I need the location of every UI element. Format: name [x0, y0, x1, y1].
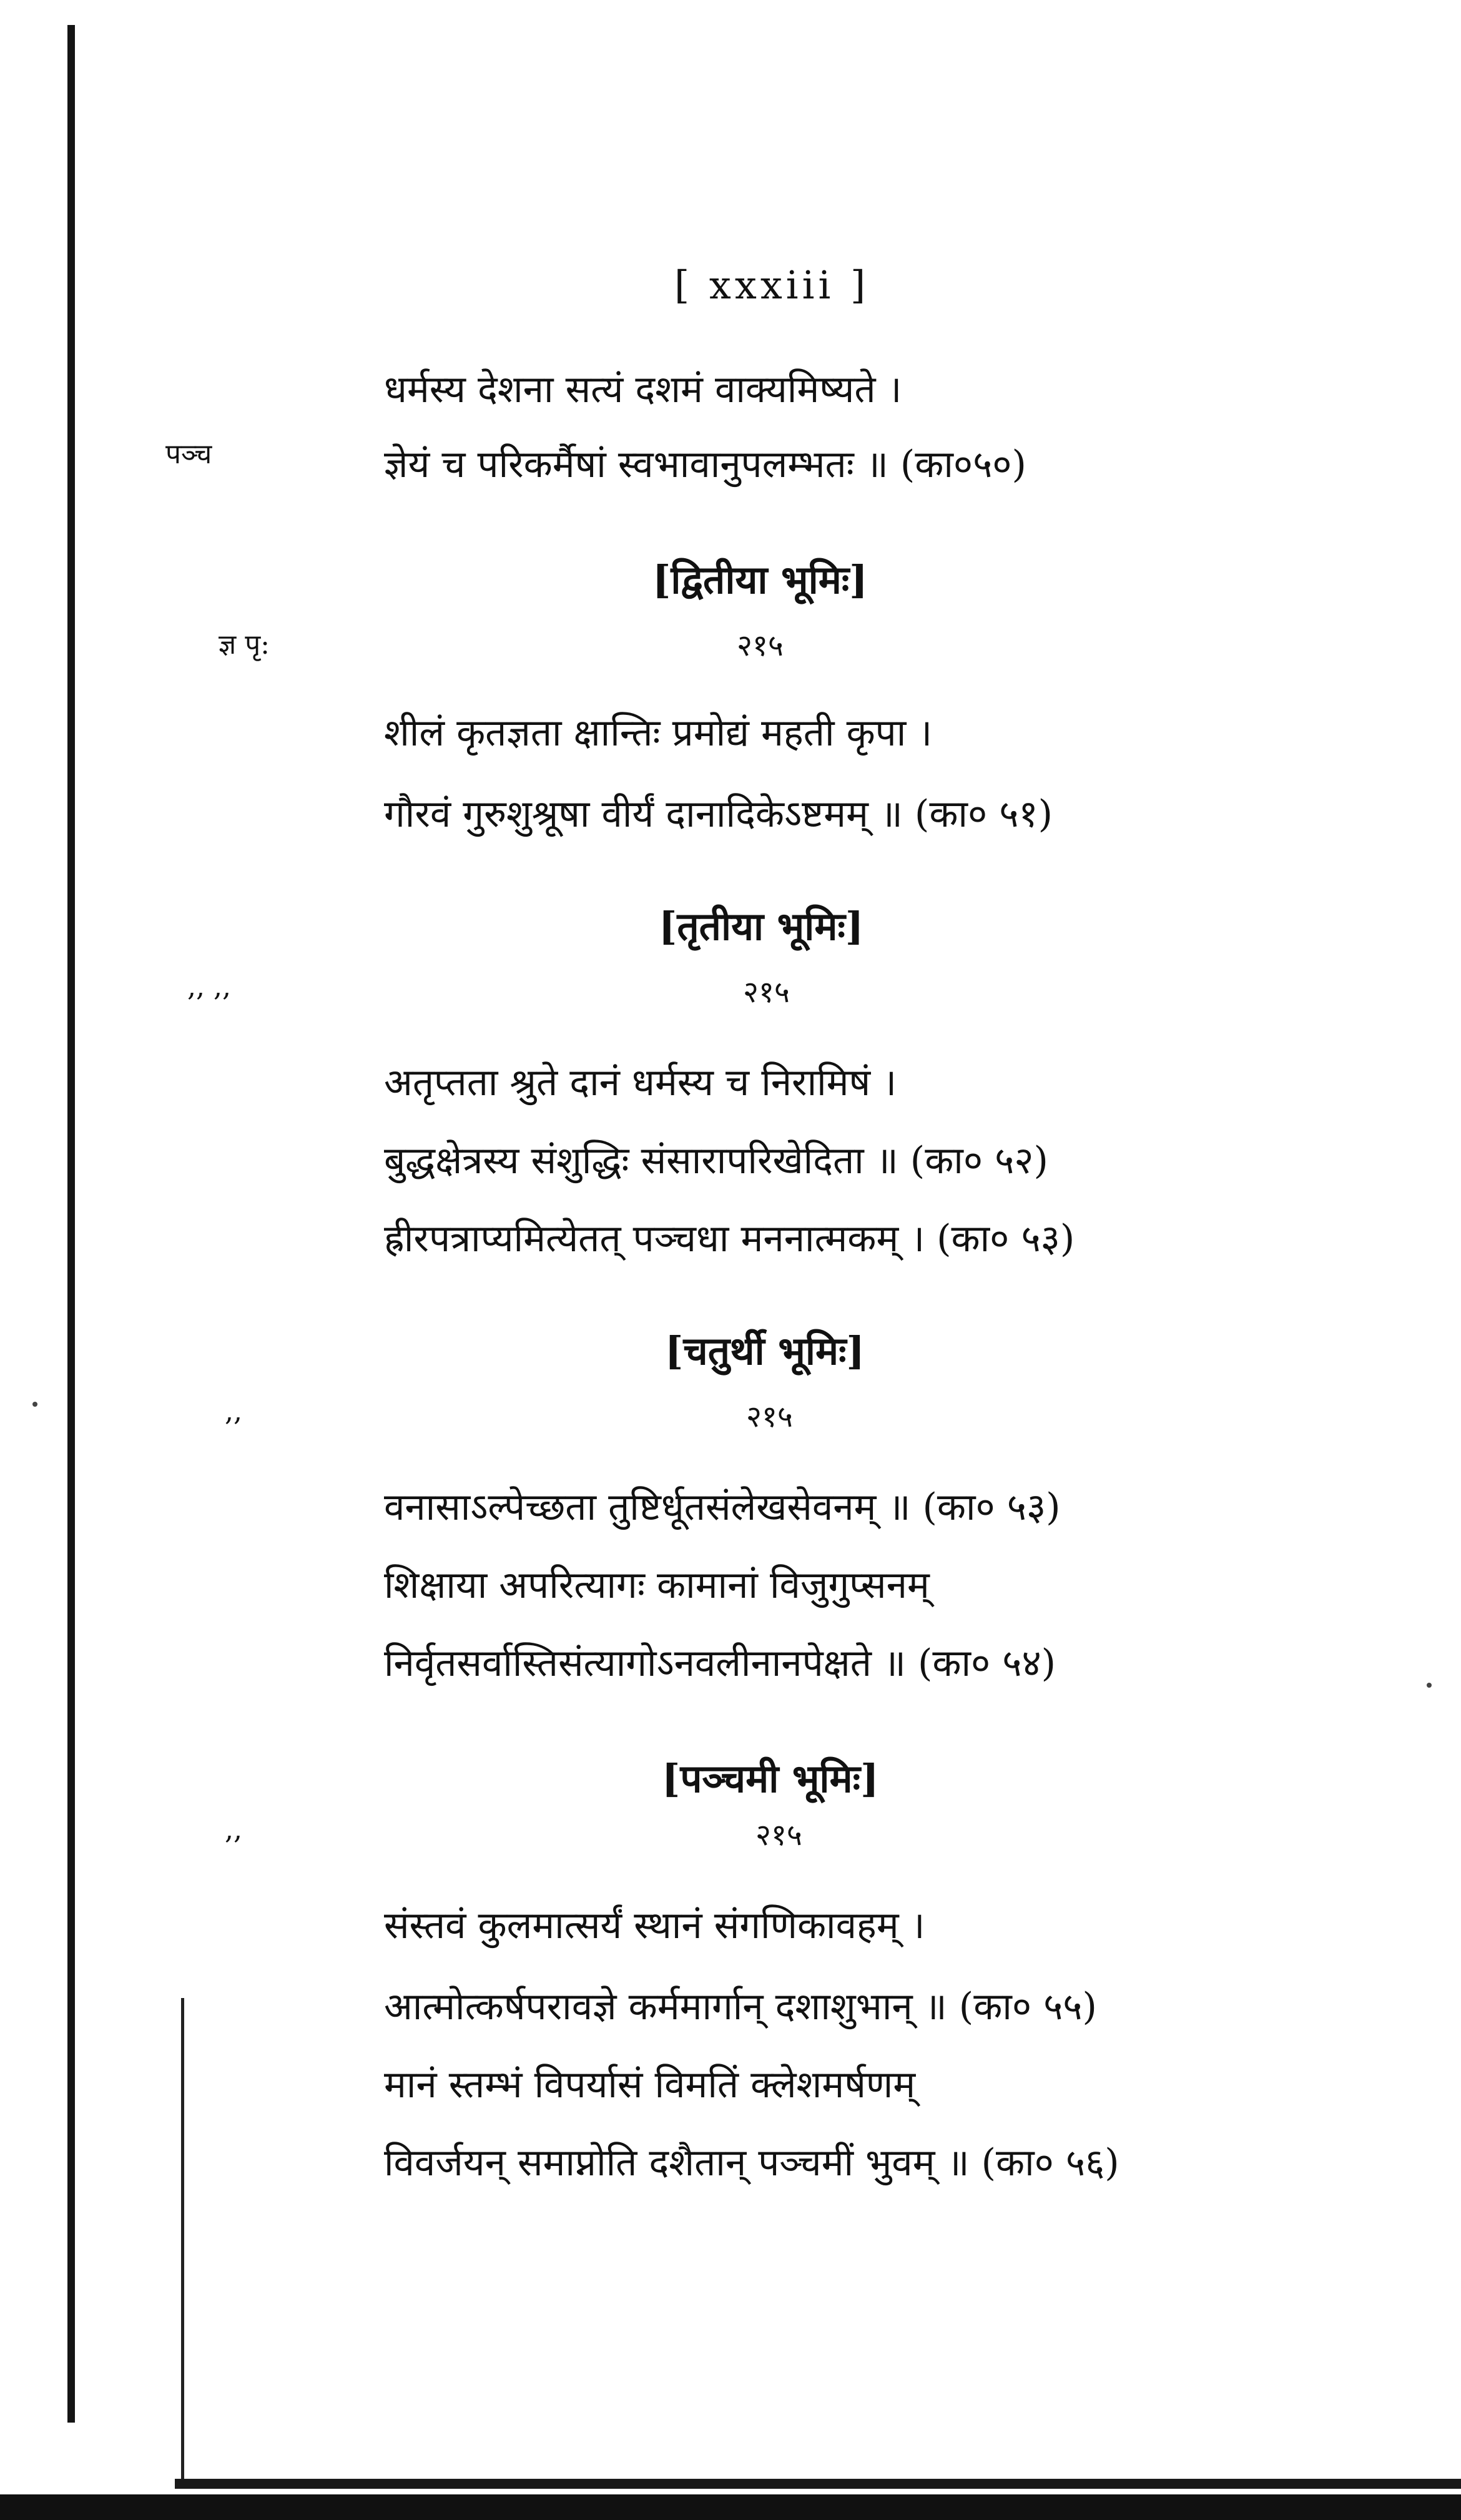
verse-line: अतृप्तता श्रुते दानं धर्मस्य च निरामिषं । — [384, 1061, 897, 1105]
section-reference: २१५ — [746, 1399, 793, 1434]
binding-edge-line — [67, 25, 75, 2423]
verse-line: संस्तवं कुलमात्सर्यं स्थानं संगणिकावहम् । — [384, 1904, 925, 1947]
section-heading: [द्वितीया भूमिः] — [652, 557, 868, 603]
verse-line: मानं स्तम्भं विपर्यासं विमतिं क्लेशमर्षणम् — [384, 2063, 916, 2107]
verse-line: विवर्जयन् समाप्नोति दशैतान् पञ्चमीं भुवम् ॥ (का० ५६) — [384, 2141, 1119, 2185]
verse-line: ज्ञेयं च परिकर्मैषां स्वभावानुपलम्भतः ॥ (का०५०) — [384, 443, 1026, 486]
margin-ditto: ,, — [225, 1814, 242, 1846]
bottom-edge-shadow — [0, 2494, 1461, 2520]
verse-line: आत्मोत्कर्षपरावज्ञे कर्ममार्गान् दशाशुभान् ॥ (का० ५५) — [384, 1985, 1097, 2029]
verse-line: शीलं कृतज्ञता क्षान्तिः प्रमोद्यं महती कृपा । — [384, 711, 933, 755]
margin-ditto: ,, — [225, 1395, 242, 1427]
scan-speck — [32, 1402, 37, 1407]
section-reference: २१५ — [743, 975, 790, 1010]
verse-line: वनासाऽल्पेच्छता तुष्टिर्धूतसंलेखसेवनम् ॥ (का० ५३) — [384, 1485, 1061, 1529]
section-heading: [पञ्चमी भूमिः] — [662, 1756, 879, 1801]
binding-edge-line-lower — [181, 1998, 184, 2485]
verse-line: धर्मस्य देशना सत्यं दशमं वाक्यमिष्यते । — [384, 368, 902, 411]
page-number: [ xxxiii ] — [674, 262, 870, 308]
verse-line: गौरवं गुरुशुश्रूषा वीर्यं दानादिकेऽष्टमम् ॥ (का० ५१) — [384, 792, 1053, 836]
margin-note: पञ्च — [165, 438, 212, 470]
section-heading: [चतुर्थी भूमिः] — [665, 1328, 865, 1374]
verse-line: शिक्षाया अपरित्यागः कामानां विजुगुप्सनम् — [384, 1563, 930, 1607]
section-heading: [तृतीया भूमिः] — [659, 903, 864, 949]
section-reference: २१५ — [737, 628, 784, 663]
margin-ditto: ,, ,, — [187, 971, 231, 1003]
verse-line: निर्वृतसर्वास्तिसंत्यागोऽनवलीनानपेक्षते ॥ (का० ५४) — [384, 1641, 1056, 1685]
section-reference: २१५ — [755, 1818, 802, 1853]
verse-line: ह्रीरपत्राप्यमित्येतत् पञ्चधा मननात्मकम् । (का० ५३) — [384, 1217, 1075, 1261]
verse-line: बुद्धक्षेत्रस्य संशुद्धिः संसारापरिखेदिता ॥ (का० ५२) — [384, 1139, 1048, 1183]
bottom-edge-rule — [175, 2479, 1461, 2489]
scan-speck — [1427, 1683, 1432, 1688]
margin-note: ज्ञ पृ: — [219, 629, 270, 661]
